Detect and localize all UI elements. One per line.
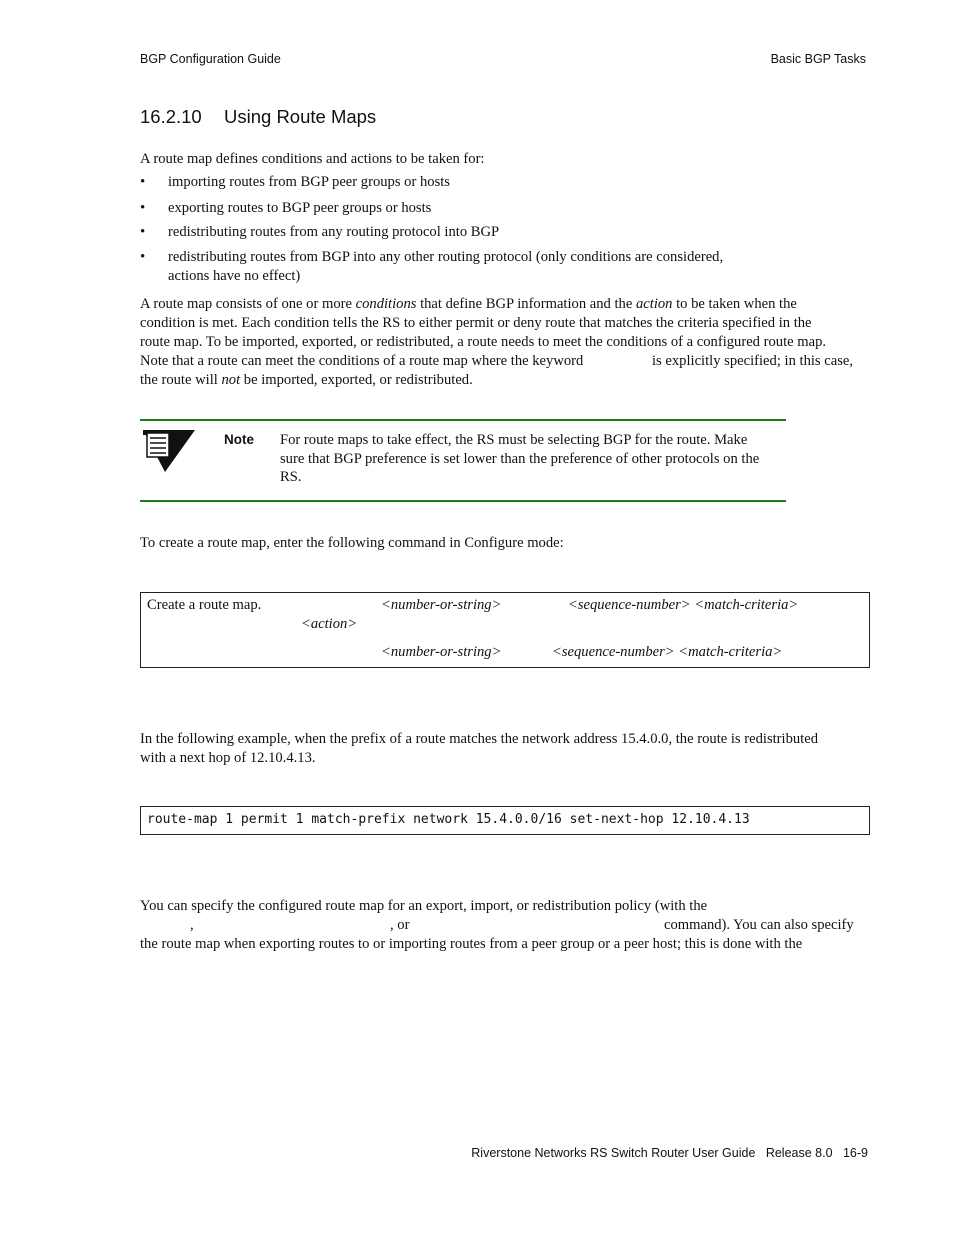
route-map-paragraph: A route map consists of one or more conditions that define BGP information and the action to be taken when the condition is met. Each condition tells the RS to either permit or deny route that matches the criteria specified in the route map. To be imported, exported, or redistributed, a route needs to meet the conditions of a configured route map. Note that a route can meet the conditions of a route map where the keyword is explicitly specified; in this case, the route will not be imported, exported, or redistributed. <box>140 296 854 388</box>
command-arg: <action> <box>301 616 358 632</box>
note-rule-bottom <box>140 500 786 502</box>
code-example <box>140 806 870 835</box>
footer-guide-title: Riverstone Networks RS Switch Router User Guide <box>471 1146 756 1160</box>
note-label: Note <box>224 432 254 447</box>
section-number: 16.2.10 <box>140 106 202 127</box>
command-table <box>140 592 870 668</box>
footer-page-number: 16-9 <box>842 1146 868 1160</box>
example-paragraph: In the following example, when the prefix of a route matches the network address 15.4.0.0, the route is redistributed with a next hop of 12.10.4.13. <box>140 731 819 766</box>
bullet-icon: • <box>140 200 146 216</box>
intro-paragraph: A route map defines conditions and actions to be taken for: <box>140 151 485 167</box>
command-arg: <number-or-string> <box>381 597 502 613</box>
code-line: route-map 1 permit 1 match-prefix network 15.4.0.0/16 set-next-hop 12.10.4.13 <box>147 812 750 827</box>
command-arg: <sequence-number> <match-criteria> <box>568 597 799 613</box>
footer-release: Release 8.0 <box>765 1146 833 1160</box>
note-rule-top <box>140 419 786 421</box>
command-arg: <sequence-number> <match-criteria> <box>552 644 783 660</box>
page-footer <box>471 1146 868 1160</box>
command-description: Create a route map. <box>147 597 262 613</box>
section-heading <box>140 106 376 128</box>
bullet-icon: • <box>140 224 146 240</box>
running-header-right: Basic BGP Tasks <box>770 52 866 66</box>
bullet-icon: • <box>140 174 146 190</box>
bullet-icon: • <box>140 249 146 265</box>
specify-paragraph: You can specify the configured route map for an export, import, or redistribution policy (with the , , or command). You can also specify the route map when exporting routes to or importing routes from a peer group or a peer host; this is done with the <box>140 898 854 952</box>
create-intro: To create a route map, enter the following command in Configure mode: <box>140 535 564 551</box>
command-arg: <number-or-string> <box>381 644 502 660</box>
note-text: For route maps to take effect, the RS must be selecting BGP for the route. Make sure that BGP preference is set lower than the preference of other protocols on the RS. <box>280 432 760 485</box>
running-header-left: BGP Configuration Guide <box>140 52 281 66</box>
note-icon <box>141 428 197 474</box>
section-title: Using Route Maps <box>224 106 377 127</box>
